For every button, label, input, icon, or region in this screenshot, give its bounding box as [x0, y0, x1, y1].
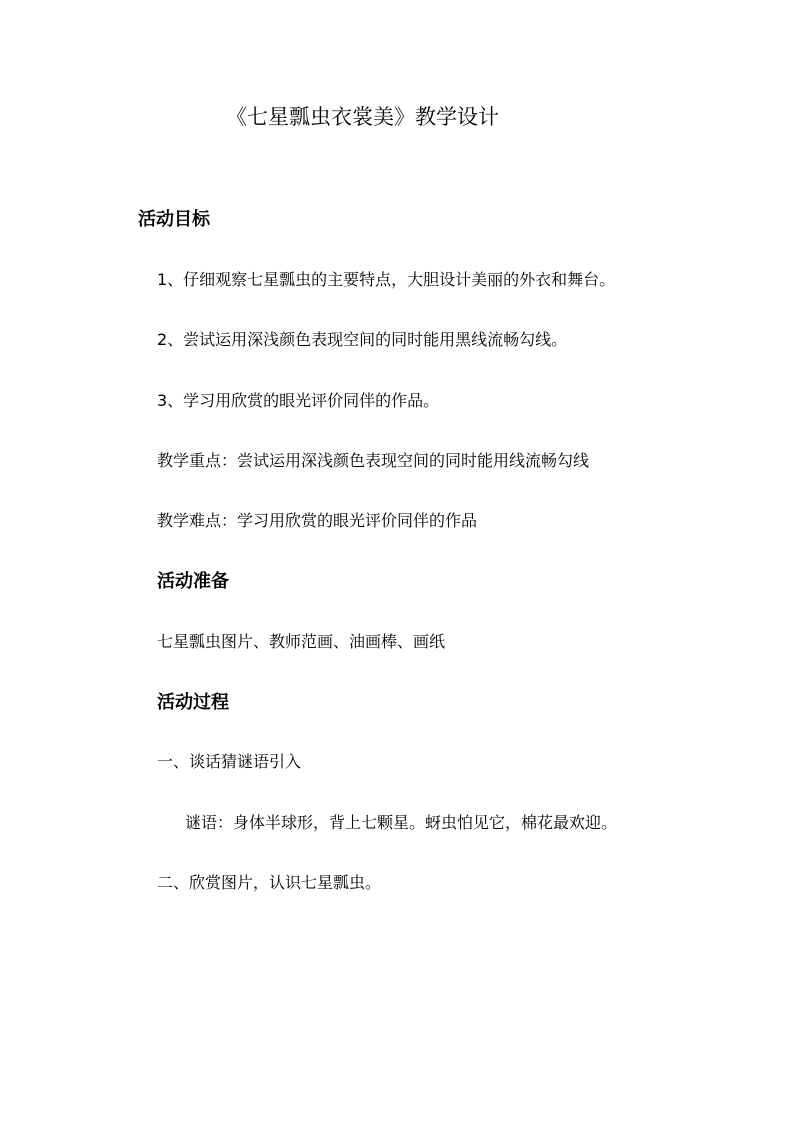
goal-item: 2、尝试运用深浅颜色表现空间的同时能用黑线流畅勾线。 [157, 330, 568, 349]
riddle-text: 谜语：身体半球形，背上七颗星。蚜虫怕见它，棉花最欢迎。 [185, 813, 618, 832]
document-title: 《七星瓢虫衣裳美》教学设计 [226, 105, 499, 129]
process-step: 二、欣赏图片，认识七星瓢虫。 [157, 873, 382, 892]
goal-item: 3、学习用欣赏的眼光评价同伴的作品。 [157, 391, 440, 410]
process-heading: 活动过程 [157, 692, 229, 713]
prep-items: 七星瓢虫图片、教师范画、油画棒、画纸 [157, 632, 446, 651]
process-step: 一、谈话猜谜语引入 [157, 752, 302, 771]
key-point: 教学重点：尝试运用深浅颜色表现空间的同时能用线流畅勾线 [157, 451, 590, 470]
goal-item: 1、仔细观察七星瓢虫的主要特点，大胆设计美丽的外衣和舞台。 [157, 270, 616, 289]
difficulty-point: 教学难点：学习用欣赏的眼光评价同伴的作品 [157, 511, 478, 530]
prep-heading: 活动准备 [157, 571, 229, 592]
goals-heading: 活动目标 [138, 209, 210, 230]
